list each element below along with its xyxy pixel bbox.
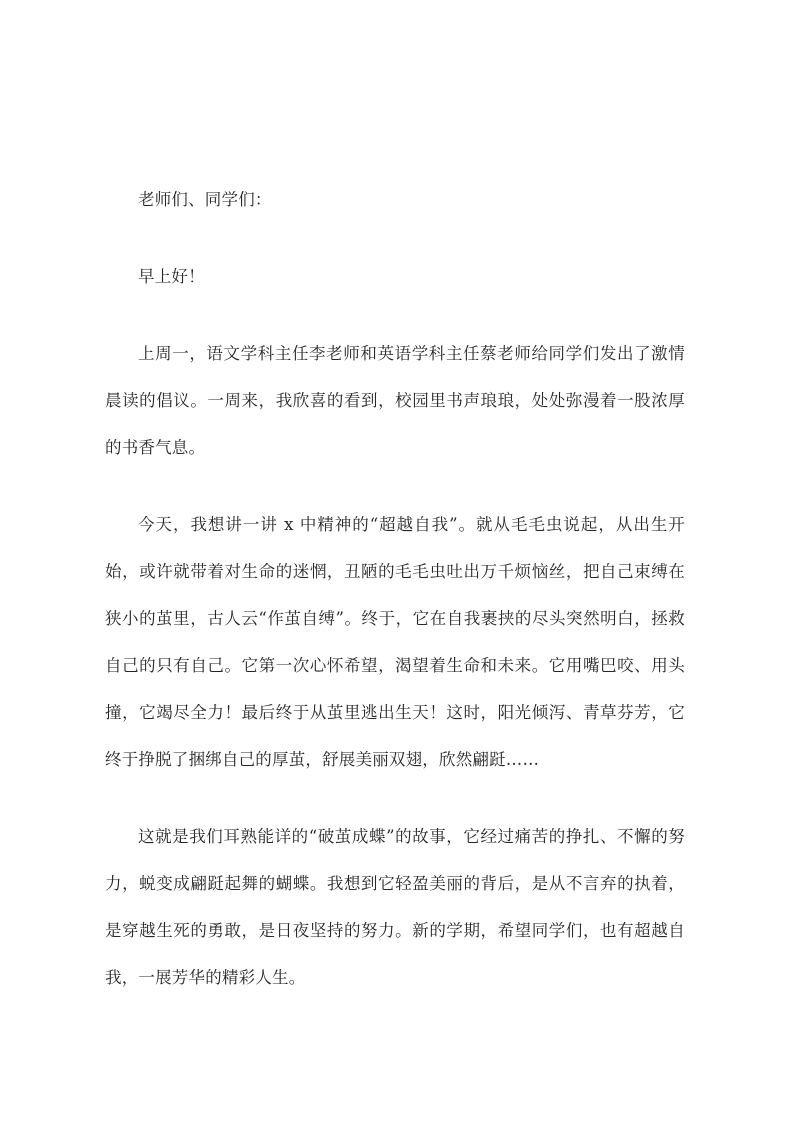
- document-body: [105, 176, 685, 1001]
- paragraph-body-1: 上周一，语文学科主任李老师和英语学科主任蔡老师给同学们发出了激情晨读的倡议。一周来，我欣喜的看到，校园里书声琅琅，处处弥漫着一股浓厚的书香气息。: [105, 344, 685, 457]
- paragraph-body-2: 今天，我想讲一讲 x 中精神的“超越自我”。就从毛毛虫说起，从出生开始，或许就带着对生命的迷惘，丑陋的毛毛虫吐出万千烦恼丝，把自己束缚在狭小的茧里，古人云“作茧自缚”。终于，它在自我裹挟的尽头突然明白，拯救自己的只有自己。它第一次心怀希望，渴望着生命和未来。它用嘴巴咬、用头撞，它竭尽全力！最后终于从茧里逃出生天！这时，阳光倾泻、青草芬芳，它终于挣脱了捆绑自己的厚茧，舒展美丽双翅，欣然翩跹……: [105, 515, 685, 769]
- paragraph-greeting: 早上好！: [138, 267, 205, 286]
- paragraph-body-3: 这就是我们耳熟能详的“破茧成蝶”的故事，它经过痛苦的挣扎、不懈的努力，蜕变成翩跹起舞的蝴蝶。我想到它轻盈美丽的背后，是从不言弃的执着，是穿越生死的勇敢，是日夜坚持的努力。新的学期，希望同学们，也有超越自我，一展芳华的精彩人生。: [105, 827, 685, 987]
- paragraph-salutation: 老师们、同学们：: [138, 190, 272, 209]
